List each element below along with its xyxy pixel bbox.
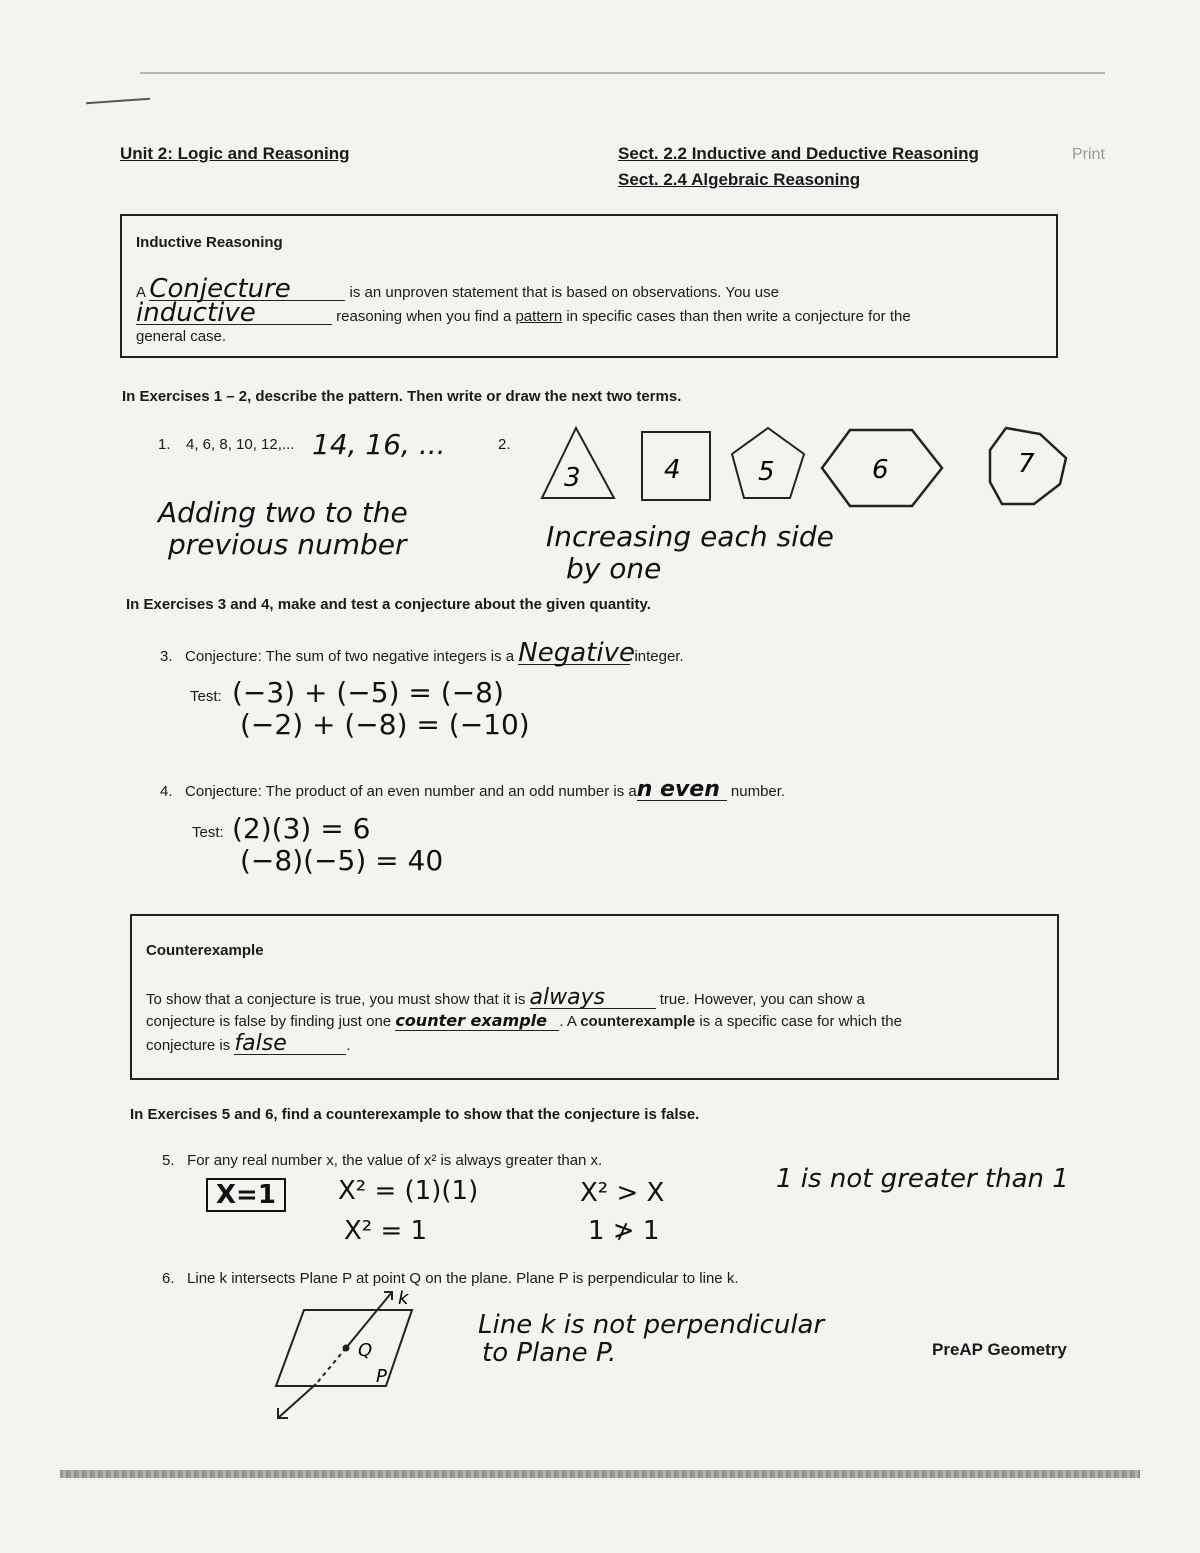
reasoning-text-end: in specific cases than then write a conjecture for the — [566, 308, 911, 325]
line-k-lower — [278, 1384, 316, 1418]
ex5-work-4: 1 ≯ 1 — [588, 1216, 660, 1246]
ex6-answer-line1: Line k is not perpendicular — [478, 1310, 825, 1340]
counter-text-1-end: true. However, you can show a — [659, 991, 865, 1008]
unit-title: Unit 2: Logic and Reasoning — [120, 144, 350, 163]
ex1-number: 1. — [158, 436, 171, 453]
counter-text-2: conjecture is false by finding just one — [146, 1013, 392, 1030]
ex3-answer: Negative — [518, 638, 635, 668]
ex4-text: Conjecture: The product of an even number and an odd number is a — [185, 783, 637, 800]
triangle-label: 3 — [564, 463, 581, 493]
counterexample-title: Counterexample — [146, 942, 264, 959]
ex6-answer-line2: to Plane P. — [482, 1338, 617, 1368]
label-p: P — [376, 1366, 387, 1387]
counter-line-3 — [146, 1031, 351, 1056]
ex2-explain-line2: by one — [566, 552, 662, 585]
ex5-work-3: X² > X — [580, 1178, 665, 1208]
ex1-sequence: 4, 6, 8, 10, 12,... — [186, 436, 295, 453]
ex4-test-label: Test: — [192, 824, 224, 841]
counter-text-3: conjecture is — [146, 1037, 231, 1054]
ex3-test-label: Test: — [190, 688, 222, 705]
ex1-explain-line1: Adding two to the — [158, 496, 408, 529]
ex6-question — [162, 1270, 739, 1287]
ex12-instruction: In Exercises 1 – 2, describe the pattern. Then write or draw the next two terms. — [122, 388, 682, 405]
ex3-text: Conjecture: The sum of two negative integers is a — [185, 648, 515, 665]
answer-false: false — [234, 1034, 346, 1055]
pentagon-label: 5 — [758, 457, 775, 487]
label-q: Q — [358, 1340, 373, 1361]
section-title-2: Sect. 2.4 Algebraic Reasoning — [618, 170, 861, 189]
counterexample-box — [130, 914, 1059, 1080]
ex2-number: 2. — [498, 436, 511, 453]
inductive-line-2 — [136, 298, 911, 328]
ex3-question — [160, 638, 684, 668]
inductive-reasoning-box — [120, 214, 1058, 358]
ex3-text-end: integer. — [634, 648, 684, 665]
ex5-text: For any real number x, the value of x² is always greater than x. — [187, 1152, 603, 1169]
ex2-explain-line1: Increasing each side — [546, 520, 834, 553]
ex1-answer: 14, 16, ... — [312, 428, 446, 461]
answer-inductive: inductive — [136, 302, 332, 325]
ex6-text: Line k intersects Plane P at point Q on the plane. Plane P is perpendicular to line k. — [187, 1270, 739, 1287]
answer-always: always — [530, 988, 656, 1009]
ex6-number: 6. — [162, 1270, 175, 1287]
answer-counter-example: counter example — [395, 1012, 559, 1031]
ex5-number: 5. — [162, 1152, 175, 1169]
point-q — [343, 1345, 350, 1352]
scan-line-top — [140, 72, 1105, 74]
ex34-instruction: In Exercises 3 and 4, make and test a conjecture about the given quantity. — [126, 596, 651, 613]
ex4-question — [160, 777, 786, 802]
ex5-work-2: X² = 1 — [344, 1216, 428, 1246]
ex5-question — [162, 1152, 602, 1169]
ex6-diagram — [262, 1282, 432, 1430]
counter-text-2-mid: . A — [559, 1013, 577, 1030]
line-k-dashed — [316, 1348, 346, 1384]
counter-text-2-end: is a specific case for which the — [699, 1013, 902, 1030]
ex4-text-end: number. — [730, 783, 786, 800]
ex2-shapes — [530, 420, 1090, 520]
article-a: A — [136, 284, 146, 301]
counterexample-term: counterexample — [580, 1013, 696, 1030]
ex3-test-line1: (−3) + (−5) = (−8) — [232, 676, 504, 709]
section-title-1: Sect. 2.2 Inductive and Deductive Reasoning — [618, 144, 979, 163]
ex3-test-line2: (−2) + (−8) = (−10) — [240, 708, 530, 741]
ex4-test-line1: (2)(3) = 6 — [232, 812, 371, 845]
counter-line-1 — [146, 985, 865, 1010]
counter-text-1: To show that a conjecture is true, you must show that it is — [146, 991, 526, 1008]
print-link[interactable]: Print — [1072, 146, 1105, 163]
square-label: 4 — [664, 455, 681, 485]
answer-conjecture: Conjecture — [149, 278, 345, 301]
ex4-answer: n even — [637, 780, 727, 801]
inductive-line-3: general case. — [136, 328, 227, 345]
scan-line-bottom — [60, 1470, 1140, 1478]
ex5-boxed-answer: X=1 — [206, 1178, 286, 1212]
course-label: PreAP Geometry — [932, 1340, 1067, 1359]
counter-line-2 — [146, 1012, 902, 1031]
ex1-explain-line2: previous number — [168, 528, 407, 561]
counter-text-3-end: . — [346, 1037, 351, 1054]
ex4-number: 4. — [160, 783, 173, 800]
heptagon-label: 7 — [1018, 449, 1035, 479]
inductive-title: Inductive Reasoning — [136, 234, 283, 251]
scan-mark — [86, 98, 150, 104]
ex5-answer: 1 is not greater than 1 — [776, 1164, 1069, 1194]
pattern-word: pattern — [515, 308, 563, 325]
reasoning-text: reasoning when you find a — [336, 308, 512, 325]
label-k: k — [398, 1288, 409, 1309]
definition-text: is an unproven statement that is based on observations. You use — [349, 284, 779, 301]
hexagon-label: 6 — [872, 455, 889, 485]
ex56-instruction: In Exercises 5 and 6, find a counterexample to show that the conjecture is false. — [130, 1106, 700, 1123]
ex5-work-1: X² = (1)(1) — [338, 1176, 479, 1206]
ex3-number: 3. — [160, 648, 173, 665]
ex4-test-line2: (−8)(−5) = 40 — [240, 844, 444, 877]
